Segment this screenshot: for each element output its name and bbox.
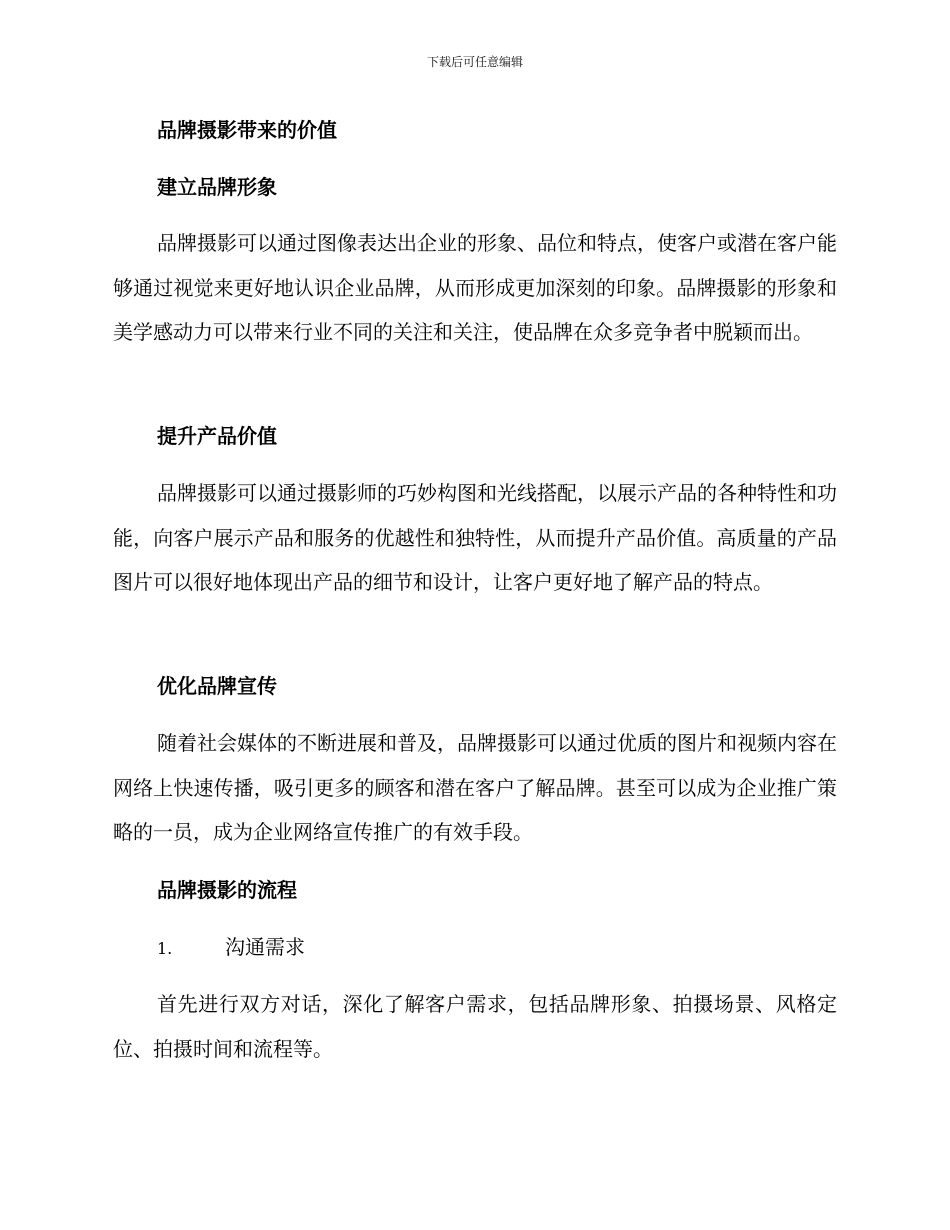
paragraph-communicate-needs: 首先进行双方对话，深化了解客户需求，包括品牌形象、拍摄场景、风格定位、拍摄时间和流程等。 xyxy=(113,992,837,1061)
heading-build-brand-image: 建立品牌形象 xyxy=(157,175,277,199)
paragraph-product-value: 品牌摄影可以通过摄影师的巧妙构图和光线搭配，以展示产品的各种特性和功能，向客户展示产品和服务的优越性和独特性，从而提升产品价值。高质量的产品图片可以很好地体现出产品的细节和设计，让客户更好地了解产品的特点。 xyxy=(113,481,837,594)
list-item-label: 沟通需求 xyxy=(225,935,305,959)
list-number: 1. xyxy=(157,939,173,958)
page-header: 下载后可任意编辑 xyxy=(426,55,523,69)
list-item-communicate-needs xyxy=(157,933,305,963)
paragraph-brand-image: 品牌摄影可以通过图像表达出企业的形象、品位和特点，使客户或潜在客户能够通过视觉来更好地认识企业品牌，从而形成更加深刻的印象。品牌摄影的形象和美学感动力可以带来行业不同的关注和关注，使品牌在众多竞争者中脱颖而出。 xyxy=(113,231,837,344)
heading-photography-process: 品牌摄影的流程 xyxy=(157,878,297,902)
heading-brand-promotion: 优化品牌宣传 xyxy=(157,674,277,698)
paragraph-brand-promotion: 随着社会媒体的不断进展和普及，品牌摄影可以通过优质的图片和视频内容在网络上快速传播，吸引更多的顾客和潜在客户了解品牌。甚至可以成为企业推广策略的一员，成为企业网络宣传推广的有效手段。 xyxy=(113,731,837,844)
heading-product-value: 提升产品价值 xyxy=(157,424,277,448)
heading-brand-value: 品牌摄影带来的价值 xyxy=(157,118,337,142)
